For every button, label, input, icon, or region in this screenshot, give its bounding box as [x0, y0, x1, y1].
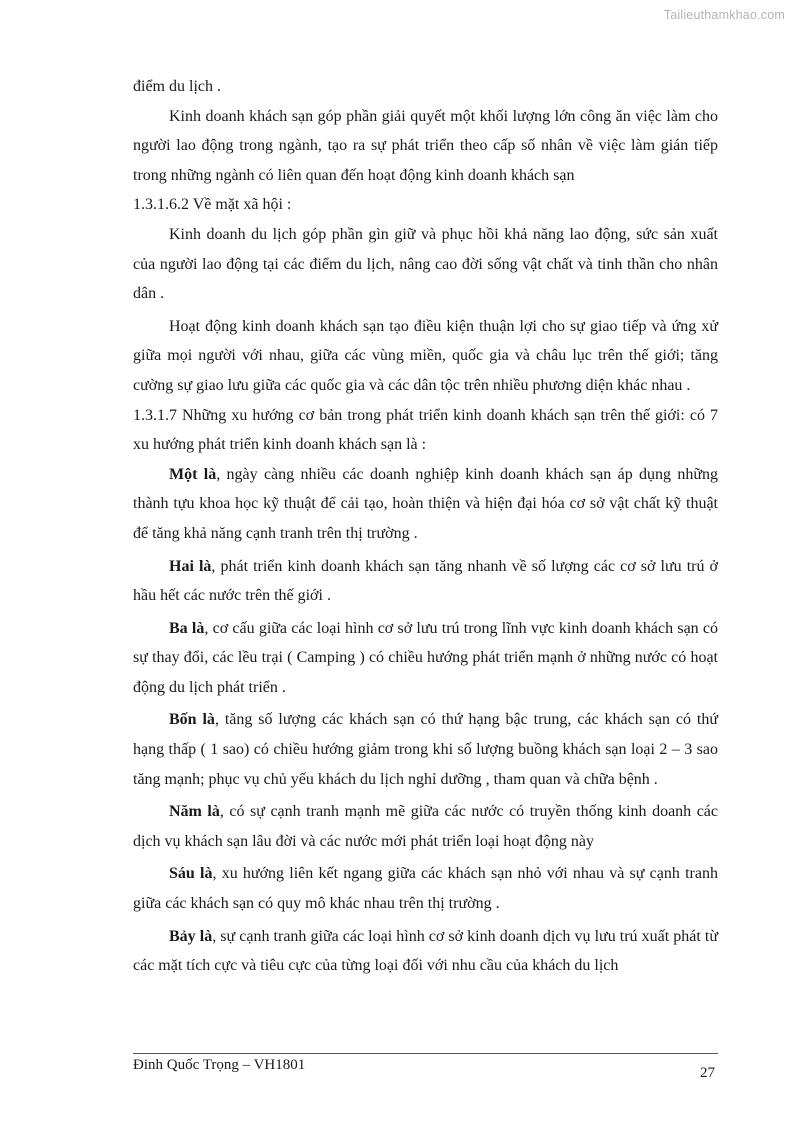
trend-item-7: Bảy là, sự cạnh tranh giữa các loại hình cơ sở kinh doanh dịch vụ lưu trú xuất phát từ các mặt tích cực và tiêu cực của từng loại đối với nhu cầu của khách du lịch: [133, 927, 718, 975]
document-body: [133, 72, 718, 981]
footer-author: Đinh Quốc Trọng – VH1801: [133, 1057, 306, 1073]
trend-item-1: Một là, ngày càng nhiều các doanh nghiệp kinh doanh khách sạn áp dụng những thành tựu khoa học kỹ thuật để cải tạo, hoàn thiện và hiện đại hóa cơ sở vật chất kỹ thuật để tăng khả năng cạnh tranh trên thị trường .: [133, 465, 719, 542]
paragraph-employment: Kinh doanh khách sạn góp phần giải quyết một khối lượng lớn công ăn việc làm cho người lao động trong ngành, tạo ra sự phát triển theo cấp số nhân về việc làm gián tiếp trong những ngành có liên quan đến hoạt động kinh doanh khách sạn: [133, 107, 718, 184]
page-number: 27: [700, 1065, 715, 1081]
trend-item-3: Ba là, cơ cấu giữa các loại hình cơ sở lưu trú trong lĩnh vực kinh doanh khách sạn có sự thay đổi, các lều trại ( Camping ) có chiều hướng phát triển mạnh ở những nước có hoạt động du lịch phát triển .: [133, 619, 719, 696]
trend-item-4: Bốn là, tăng số lượng các khách sạn có thứ hạng bậc trung, các khách sạn có thứ hạng thấp ( 1 sao) có chiều hướng giảm trong khi số lượng buồng khách sạn loại 2 – 3 sao tăng mạnh; phục vụ chủ yếu khách du lịch nghỉ dưỡng , tham quan và chữa bệnh .: [133, 711, 719, 788]
section-heading-social: 1.3.1.6.2 Về mặt xã hội :: [133, 196, 292, 214]
footer-divider: [133, 1053, 718, 1054]
paragraph-communication: Hoạt động kinh doanh khách sạn tạo điều kiện thuận lợi cho sự giao tiếp và ứng xử giữa mọi người với nhau, giữa các vùng miền, quốc gia và châu lục trên thế giới; tăng cường sự giao lưu giữa các quốc gia và các dân tộc trên nhiều phương diện khác nhau .: [133, 317, 718, 394]
paragraph-labor: Kinh doanh du lịch góp phần gìn giữ và phục hồi khả năng lao động, sức sản xuất của người lao động tại các điểm du lịch, nâng cao đời sống vật chất và tinh thần cho nhân dân .: [133, 225, 718, 303]
section-heading-trends: 1.3.1.7 Những xu hướng cơ bản trong phát triển kinh doanh khách sạn trên thế giới: có 7 xu hướng phát triển kinh doanh khách sạn là :: [133, 406, 718, 454]
trend-item-6: Sáu là, xu hướng liên kết ngang giữa các khách sạn nhỏ với nhau và sự cạnh tranh giữa các khách sạn có quy mô khác nhau trên thị trường .: [133, 865, 718, 913]
trend-item-5: Năm là, có sự cạnh tranh mạnh mẽ giữa các nước có truyền thống kinh doanh các dịch vụ khách sạn lâu đời và các nước mới phát triển loại hoạt động này: [133, 803, 719, 850]
paragraph-continuation: điểm du lịch .: [133, 78, 221, 95]
watermark: Tailieuthamkhao.com: [663, 8, 785, 22]
trend-item-2: Hai là, phát triển kinh doanh khách sạn tăng nhanh về số lượng các cơ sở lưu trú ở hầu hết các nước trên thế giới .: [133, 557, 718, 605]
